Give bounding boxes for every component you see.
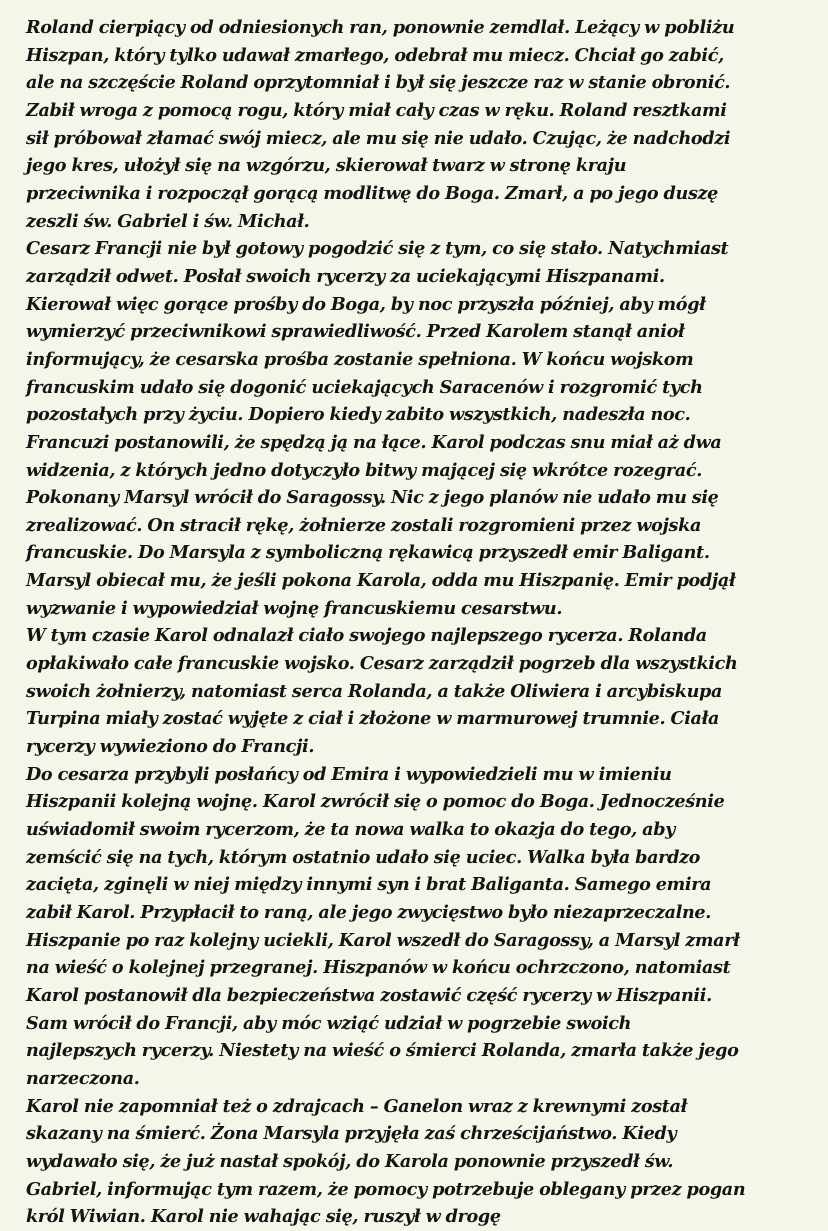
text-line: najlepszych rycerzy. Niestety na wieść o śmierci Rolanda, zmarła także jego [26, 1040, 739, 1062]
text-line: opłakiwało całe francuskie wojsko. Cesarz zarządził pogrzeb dla wszystkich [26, 653, 738, 675]
paragraph-roland-death [26, 14, 816, 235]
paragraph-roland-funeral [26, 622, 816, 760]
text-line: Hiszpan, który tylko udawał zmarłego, odebrał mu miecz. Chciał go zabić, [26, 44, 724, 66]
paragraph-baligant-war [26, 761, 816, 1093]
text-line: Roland cierpiący od odniesionych ran, ponownie zemdlał. Leżący w pobliżu [26, 17, 735, 38]
text-line: francuskim udało się dogonić uciekających Saracenów i rozgromić tych [26, 376, 703, 398]
text-line: narzeczona. [26, 1067, 140, 1089]
text-line: Francuzi postanowili, że spędzą ją na łące. Karol podczas snu miał aż dwa [26, 431, 722, 453]
text-line: zemścić się na tych, którym ostatnio udało się uciec. Walka była bardzo [26, 846, 701, 868]
text-line: zarządził odwet. Posłał swoich rycerzy za uciekającymi Hiszpanami. [26, 265, 665, 287]
text-line: Turpina miały zostać wyjęte z ciał i złożone w marmurowej trumnie. Ciała [26, 708, 720, 730]
text-line: Hiszpanii kolejną wojnę. Karol zwrócił się o pomoc do Boga. Jednocześnie [26, 791, 725, 813]
text-line: sił próbował złamać swój miecz, ale mu się nie udało. Czując, że nadchodzi [26, 127, 731, 149]
text-line: Cesarz Francji nie był gotowy pogodzić się z tym, co się stało. Natychmiast [26, 238, 729, 260]
text-line: zrealizować. On stracił rękę, żołnierze zostali rozgromieni przez wojska [26, 514, 701, 536]
text-line: pozostałych przy życiu. Dopiero kiedy zabito wszystkich, nadeszła noc. [26, 404, 691, 426]
text-line: Karol postanowił dla bezpieczeństwa zostawić część rycerzy w Hiszpanii. [26, 984, 712, 1006]
text-line: skazany na śmierć. Żona Marsyla przyjęła zaś chrześcijaństwo. Kiedy [26, 1123, 677, 1145]
text-line: Zabił wroga z pomocą rogu, który miał cały czas w ręku. Roland resztkami [26, 99, 727, 121]
text-line: zeszli św. Gabriel i św. Michał. [26, 210, 310, 232]
text-line: Karol nie zapomniał też o zdrajcach – Ganelon wraz z krewnymi został [26, 1095, 688, 1117]
text-line: zacięta, zginęli w niej między innymi syn i brat Baliganta. Samego emira [26, 874, 712, 896]
text-line: W tym czasie Karol odnalazł ciało swojego najlepszego rycerza. Rolanda [26, 625, 707, 647]
paragraph-marsyl-defeat [26, 484, 816, 622]
text-line: widzenia, z których jedno dotyczyło bitwy mającej się wkrótce rozegrać. [26, 459, 703, 481]
text-line: uświadomił swoim rycerzom, że ta nowa walka to okazja do tego, aby [26, 819, 676, 841]
text-line: Gabriel, informując tym razem, że pomocy potrzebuje oblegany przez pogan [26, 1178, 746, 1200]
text-line: Sam wrócił do Francji, aby móc wziąć udział w pogrzebie swoich [26, 1012, 632, 1034]
text-line: Hiszpanie po raz kolejny uciekli, Karol wszedł do Saragossy, a Marsyl zmarł [26, 929, 740, 951]
text-line: informujący, że cesarska prośba zostanie spełniona. W końcu wojskom [26, 348, 694, 370]
text-line: Do cesarza przybyli posłańcy od Emira i wypowiedzieli mu w imieniu [26, 763, 672, 785]
text-line: zabił Karol. Przypłacił to raną, ale jego zwycięstwo było niezaprzeczalne. [26, 902, 712, 923]
text-line: swoich żołnierzy, natomiast serca Rolanda, a także Oliwiera i arcybiskupa [26, 680, 723, 702]
text-line: francuskie. Do Marsyla z symboliczną rękawicą przyszedł emir Baligant. [26, 542, 710, 564]
text-line: Pokonany Marsyl wrócił do Saragossy. Nic z jego planów nie udało mu się [26, 487, 719, 509]
text-line: Kierował więc gorące prośby do Boga, by noc przyszła później, aby mógł [26, 293, 706, 315]
text-line: przeciwnika i rozpoczął gorącą modlitwę do Boga. Zmarł, a po jego duszę [26, 182, 718, 204]
text-line: rycerzy wywieziono do Francji. [26, 736, 315, 758]
text-line: Marsyl obiecał mu, że jeśli pokona Karola, odda mu Hiszpanię. Emir podjął [26, 570, 736, 592]
text-line: król Wiwian. Karol nie wahając się, ruszył w drogę [26, 1206, 501, 1228]
text-line: jego kres, ułożył się na wzgórzu, skierował twarz w stronę kraju [26, 155, 627, 177]
text-line: wyzwanie i wypowiedział wojnę francuskiemu cesarstwu. [26, 597, 563, 619]
text-line: na wieść o kolejnej przegranej. Hiszpanów w końcu ochrzczono, natomiast [26, 957, 731, 979]
paragraph-emperor-revenge [26, 235, 816, 484]
text-line: wydawało się, że już nastał spokój, do Karola ponownie przyszedł św. [26, 1150, 674, 1172]
text-line: ale na szczęście Roland oprzytomniał i był się jeszcze raz w stanie obronić. [26, 72, 731, 94]
paragraph-ganelon-punishment [26, 1093, 816, 1231]
text-line: wymierzyć przeciwnikowi sprawiedliwość. Przed Karolem stanął anioł [26, 321, 685, 343]
